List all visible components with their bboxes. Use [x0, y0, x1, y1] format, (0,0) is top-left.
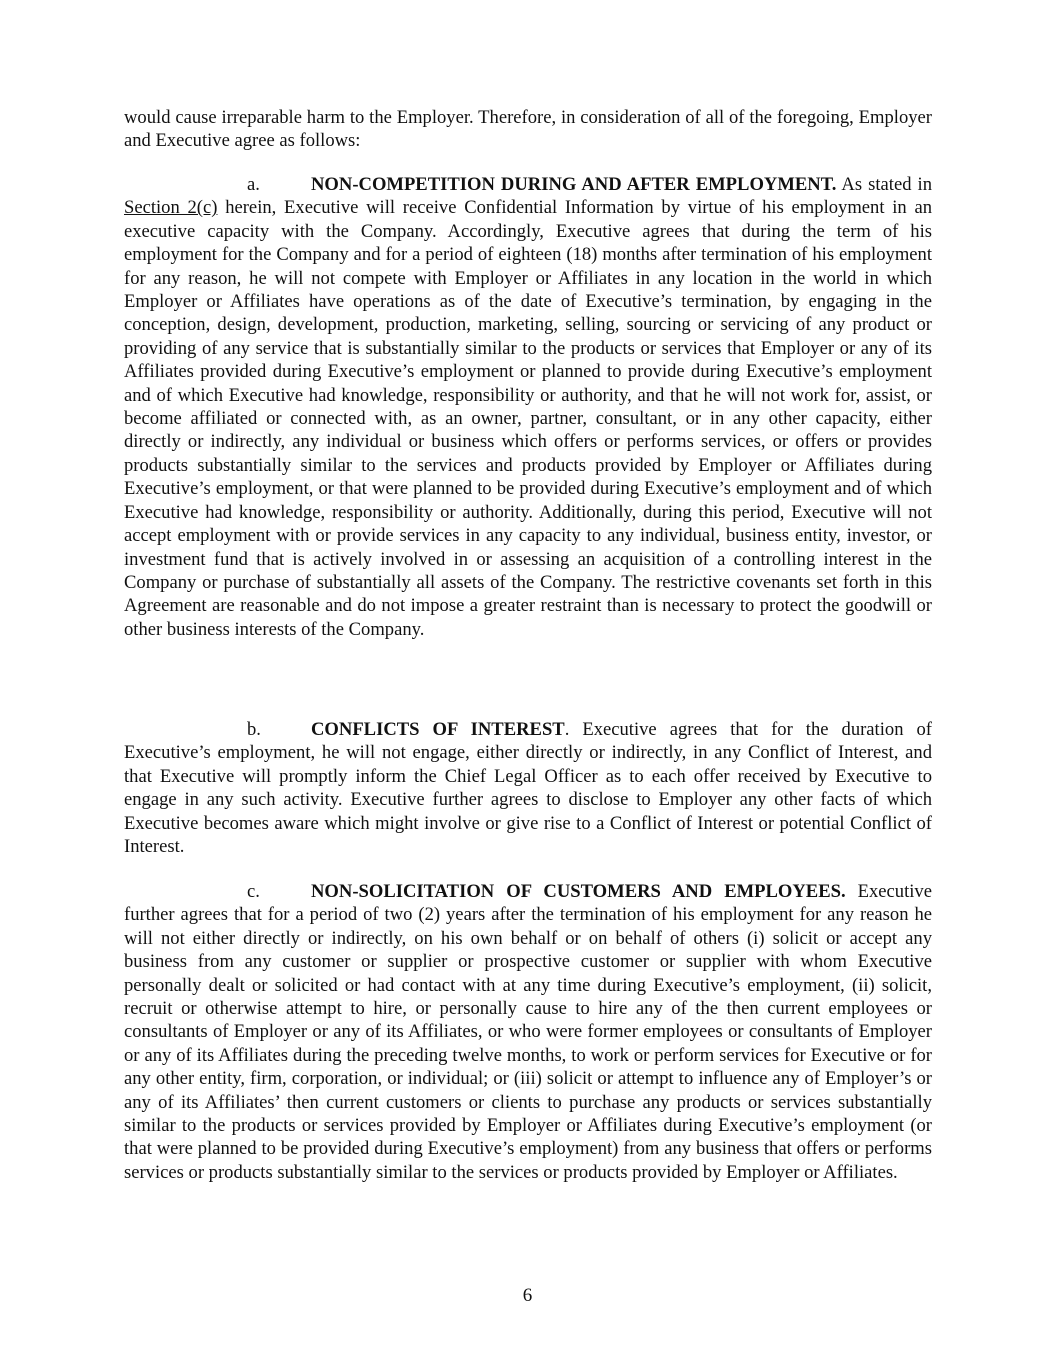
- intro-paragraph: [124, 106, 932, 153]
- section-a-heading: NON-COMPETITION DURING AND AFTER EMPLOYMENT.: [311, 174, 837, 195]
- section-2c-reference: Section 2(c): [124, 197, 218, 219]
- section-c-paragraph: [124, 880, 932, 1184]
- section-a-paragraph: [124, 173, 932, 641]
- section-a-text: herein, Executive will receive Confidential Information by virtue of his employment in an executive capacity with the Company. Accordingly, Executive agrees that during the term of his employment for the Company and for a period of eighteen (18) months after termination of his employment for any reason, he will not compete with Employer or Affiliates in any location in the world in which Employer or Affiliates have operations as of the date of Executive’s termination, by engaging in the conception, design, development, production, marketing, selling, sourcing or servicing of any product or providing of any service that is substantially similar to the products or services that Employer or any of its Affiliates provided during Executive’s employment or planned to provide during Executive’s employment and of which Executive had knowledge, responsibility or authority, and that he will not work for, assist, or become affiliated or connected with, as an owner, partner, consultant, or in any other capacity, either directly or indirectly, any individual or business which offers or performs services, or offers or provides products substantially similar to the services and products provided by Employer or Affiliates during Executive’s employment, or that were planned to be provided during Executive’s employment and of which Executive had knowledge, responsibility or authority. Additionally, during this period, Executive will not accept employment with or provide services in any capacity to any individual, business entity, investor, or investment fund that is actively involved in or assessing an acquisition of a controlling interest in the Company or purchase of substantially all assets of the Company. The restrictive covenants set forth in this Agreement are reasonable and do not impose a greater restraint than is necessary to protect the goodwill or other business interests of the Company.: [124, 197, 932, 640]
- section-b-paragraph: [124, 718, 932, 858]
- section-c-heading: NON-SOLICITATION OF CUSTOMERS AND EMPLOYEES.: [311, 881, 846, 902]
- section-b-text: . Executive agrees that for the duration of Executive’s employment, he will not engage, either directly or indirectly, in any Conflict of Interest, and that Executive will promptly inform the Chief Legal Officer as to each offer received by Executive to engage in any such activity. Executive further agrees to disclose to Employer any other facts of which Executive becomes aware which might involve or give rise to a Conflict of Interest or potential Conflict of Interest.: [124, 719, 932, 858]
- section-b-heading: CONFLICTS OF INTEREST: [311, 719, 565, 740]
- section-b-letter: b.: [247, 719, 261, 740]
- section-a-text-before-ref: As stated in: [836, 174, 933, 195]
- section-a-letter: a.: [247, 174, 260, 195]
- page-number: 6: [522, 1285, 533, 1306]
- section-c-letter: c.: [247, 881, 260, 902]
- section-c-text: Executive further agrees that for a period of two (2) years after the termination of his employment for any reason he will not either directly or indirectly, on his own behalf or on behalf of others (i) solicit or accept any business from any customer or supplier or prospective customer or supplier with whom Executive personally dealt or solicited or had contact with at any time during Executive’s employment, (ii) solicit, recruit or otherwise attempt to hire, or personally cause to hire any of the then current employees or consultants of Employer or any of its Affiliates, or who were former employees or consultants of Employer or any of its Affiliates during the preceding twelve months, to work or perform services for Executive or for any other entity, firm, corporation, or individual; or (iii) solicit or attempt to influence any of Employer’s or any of its Affiliates’ then current customers or clients to purchase any products or services substantially similar to the products or services provided by Employer or Affiliates during Executive’s employment (or that were planned to be provided during Executive’s employment) from any business that offers or performs services or products substantially similar to the services or products provided by Employer or Affiliates.: [124, 881, 932, 1183]
- intro-text: would cause irreparable harm to the Employer. Therefore, in consideration of all of the foregoing, Employer and Executive agree as follows:: [124, 107, 932, 152]
